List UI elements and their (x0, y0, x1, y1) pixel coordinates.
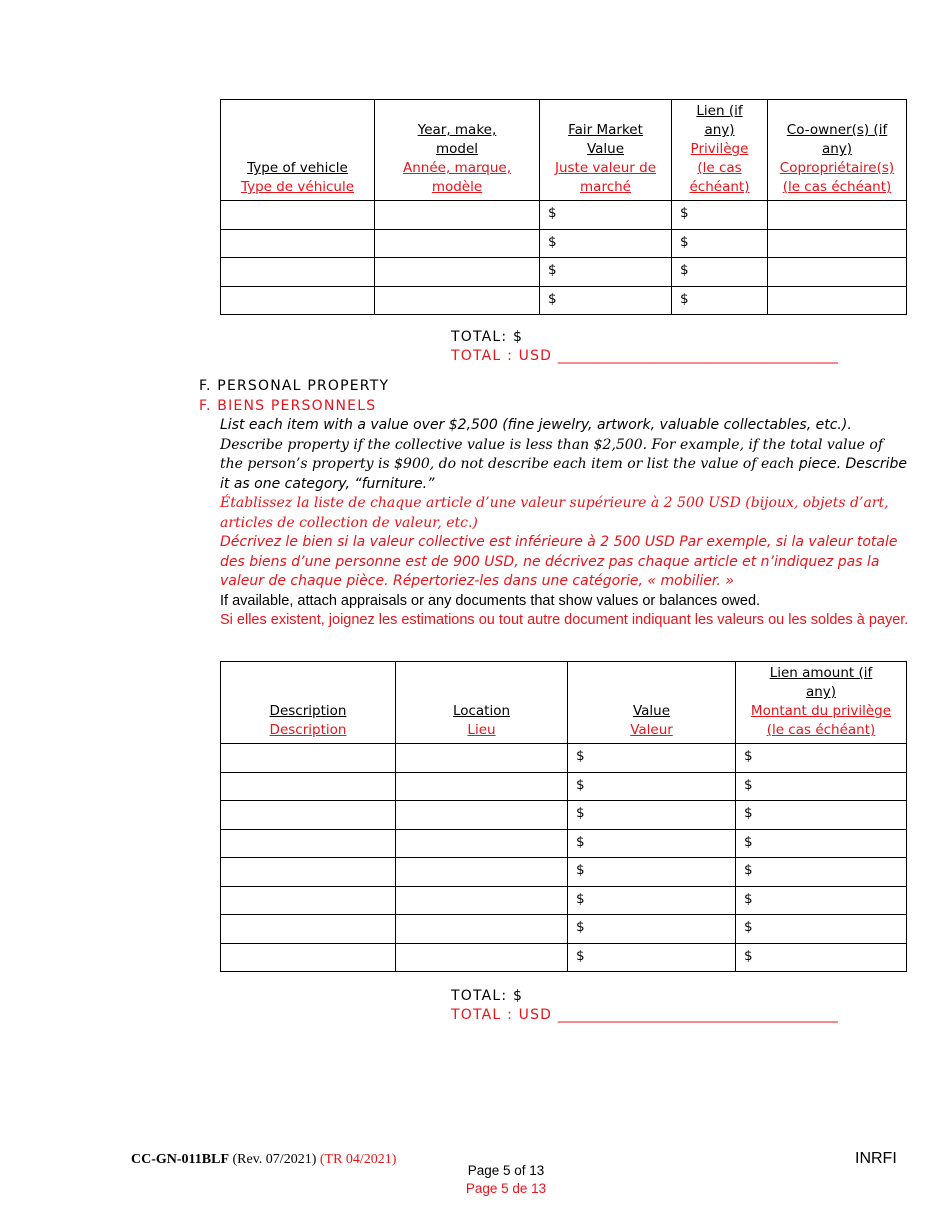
description-cell[interactable] (221, 829, 396, 858)
vehicle-table (220, 99, 907, 315)
page-number-en: Page 5 of 13 (467, 1163, 545, 1178)
header-en: Co-owner(s) (if any) (786, 122, 888, 157)
value-cell[interactable]: $ (568, 772, 736, 801)
instruction-en-2b: piece. Describe it as one category, “furniture.” (220, 456, 908, 492)
co-owner-cell[interactable] (768, 258, 907, 287)
table-row (221, 886, 907, 915)
year-make-model-cell[interactable] (375, 258, 540, 287)
header-fr: Lieu (467, 722, 496, 738)
instruction-en-2 (220, 436, 910, 495)
header-fr: Année, marque, modèle (403, 160, 511, 195)
description-cell[interactable] (221, 744, 396, 773)
vehicle-type-cell[interactable] (221, 229, 375, 258)
value-cell[interactable]: $ (568, 943, 736, 972)
instruction-en-1: List each item with a value over $2,500 (fine jewelry, artwork, valuable collectables, etc.). (220, 417, 852, 433)
header-en: Value (632, 703, 671, 719)
lien-cell[interactable]: $ (672, 229, 768, 258)
lien-cell[interactable]: $ (672, 286, 768, 315)
vehicle-header-row (221, 100, 907, 201)
table-row (221, 858, 907, 887)
value-cell[interactable]: $ (568, 886, 736, 915)
personal-header-row (221, 662, 907, 744)
lien-amount-cell[interactable]: $ (736, 744, 907, 773)
lien-amount-cell[interactable]: $ (736, 829, 907, 858)
table-row (221, 286, 907, 315)
value-cell[interactable]: $ (568, 801, 736, 830)
fair-market-value-cell[interactable]: $ (540, 286, 672, 315)
table-row (221, 801, 907, 830)
table-row (221, 943, 907, 972)
instruction-fr-1: Établissez la liste de chaque article d’une valeur supérieure à 2 500 USD (bijoux, objets d’art, articles de collection de valeur, etc.) (220, 495, 889, 531)
header-fr: Juste valeur de marché (554, 160, 657, 195)
year-make-model-cell[interactable] (375, 229, 540, 258)
section-title-en: F. PERSONAL PROPERTY (199, 378, 390, 394)
personal-property-table (220, 661, 907, 972)
header-en: Lien amount (if any) (769, 665, 873, 700)
table-row (221, 229, 907, 258)
table-row (221, 258, 907, 287)
fair-market-value-cell[interactable]: $ (540, 201, 672, 230)
header-en: Location (452, 703, 511, 719)
location-cell[interactable] (396, 744, 568, 773)
instruction-en-3: If available, attach appraisals or any documents that show values or balances owed. (220, 592, 761, 609)
table-row (221, 829, 907, 858)
location-cell[interactable] (396, 829, 568, 858)
co-owner-cell[interactable] (768, 201, 907, 230)
value-cell[interactable]: $ (568, 858, 736, 887)
section-f-instructions (220, 416, 910, 631)
header-lien (672, 100, 768, 201)
header-fr: Description (269, 722, 347, 738)
fair-market-value-cell[interactable]: $ (540, 258, 672, 287)
year-make-model-cell[interactable] (375, 286, 540, 315)
header-lien-amount (736, 662, 907, 744)
co-owner-cell[interactable] (768, 286, 907, 315)
lien-amount-cell[interactable]: $ (736, 886, 907, 915)
description-cell[interactable] (221, 801, 396, 830)
lien-amount-cell[interactable]: $ (736, 915, 907, 944)
form-revision: (Rev. 07/2021) (232, 1152, 317, 1167)
header-fair-market-value (540, 100, 672, 201)
header-fr: Copropriétaire(s) (le cas échéant) (779, 160, 895, 195)
lien-amount-cell[interactable]: $ (736, 858, 907, 887)
total-label-fr: TOTAL : USD (451, 1007, 553, 1023)
description-cell[interactable] (221, 886, 396, 915)
inrfi-label: INRFI (855, 1150, 897, 1167)
location-cell[interactable] (396, 943, 568, 972)
lien-amount-cell[interactable]: $ (736, 772, 907, 801)
lien-cell[interactable]: $ (672, 258, 768, 287)
lien-amount-cell[interactable]: $ (736, 801, 907, 830)
vehicle-total (451, 328, 838, 366)
description-cell[interactable] (221, 915, 396, 944)
value-cell[interactable]: $ (568, 744, 736, 773)
header-en: Description (269, 703, 347, 719)
header-en: Type of vehicle (247, 160, 348, 176)
instruction-en-2a: Describe property if the collective value is less than $2,500. For example, if the total value of the person’s property is $900, do not describe each item or list the value of each (220, 436, 884, 472)
total-label-fr: TOTAL : USD (451, 348, 553, 364)
instruction-fr-2: Décrivez le bien si la valeur collective est inférieure à 2 500 USD Par exemple, si la valeur totale des biens d’une personne est de 900 USD, ne décrivez pas chaque article et n’indiquez pas la valeur de chaque pièce. Répertoriez-les dans une catégorie, « mobilier. » (220, 534, 898, 589)
header-value (568, 662, 736, 744)
table-row (221, 915, 907, 944)
vehicle-type-cell[interactable] (221, 286, 375, 315)
value-cell[interactable]: $ (568, 829, 736, 858)
header-description (221, 662, 396, 744)
header-fr: Montant du privilège (le cas échéant) (750, 703, 892, 738)
table-row (221, 201, 907, 230)
lien-amount-cell[interactable]: $ (736, 943, 907, 972)
vehicle-type-cell[interactable] (221, 258, 375, 287)
header-fr: Type de véhicule (240, 179, 355, 195)
header-location (396, 662, 568, 744)
lien-cell[interactable]: $ (672, 201, 768, 230)
header-fr: Valeur (630, 722, 673, 738)
section-title-fr: F. BIENS PERSONNELS (199, 398, 377, 414)
page-number-fr: Page 5 de 13 (465, 1181, 547, 1196)
description-cell[interactable] (221, 858, 396, 887)
header-fr: Privilège (le cas échéant) (689, 141, 750, 195)
total-label-en: TOTAL: $ (451, 329, 524, 345)
total-label-en: TOTAL: $ (451, 988, 524, 1004)
header-en: Year, make, model (417, 122, 497, 157)
header-year-make-model (375, 100, 540, 201)
total-input-line[interactable]: ________________________________________ (557, 1007, 838, 1023)
description-cell[interactable] (221, 772, 396, 801)
table-row (221, 744, 907, 773)
header-co-owners (768, 100, 907, 201)
year-make-model-cell[interactable] (375, 201, 540, 230)
description-cell[interactable] (221, 943, 396, 972)
location-cell[interactable] (396, 801, 568, 830)
header-en: Lien (if any) (696, 103, 743, 138)
location-cell[interactable] (396, 858, 568, 887)
total-input-line[interactable]: ________________________________________ (557, 348, 838, 364)
location-cell[interactable] (396, 886, 568, 915)
fair-market-value-cell[interactable]: $ (540, 229, 672, 258)
vehicle-type-cell[interactable] (221, 201, 375, 230)
value-cell[interactable]: $ (568, 915, 736, 944)
form-number: CC-GN-011BLF (131, 1152, 229, 1167)
header-en: Fair Market Value (568, 122, 643, 157)
table-row (221, 772, 907, 801)
location-cell[interactable] (396, 915, 568, 944)
instruction-fr-3: Si elles existent, joignez les estimations ou tout autre document indiquant les valeurs ou les soldes à payer. (220, 612, 909, 628)
co-owner-cell[interactable] (768, 229, 907, 258)
form-translation-revision: (TR 04/2021) (319, 1152, 397, 1167)
section-f-heading (199, 376, 389, 416)
header-type-of-vehicle (221, 100, 375, 201)
location-cell[interactable] (396, 772, 568, 801)
personal-total (451, 987, 838, 1025)
